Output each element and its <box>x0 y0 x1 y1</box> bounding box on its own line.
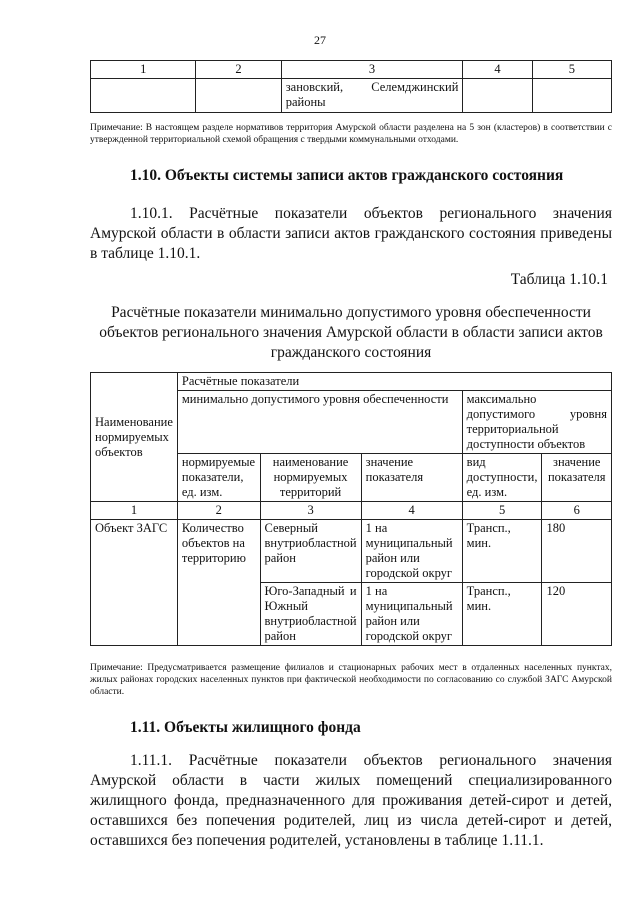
table-cell: 6 <box>542 502 612 520</box>
note-zags: Примечание: Предусматривается размещение филиалов и стационарных рабочих мест в отдаленных населенных пунктах, жилых районах городских населенных пунктов при фактической необходимости по согласованию со службой ЗАГС Амурской области. <box>90 663 612 697</box>
table-cell: 3 <box>260 502 361 520</box>
zags-table <box>90 372 612 646</box>
table-row <box>91 79 612 113</box>
table-cell <box>91 79 196 113</box>
table-cell: 5 <box>532 61 611 79</box>
header-calc: Расчётные показатели <box>177 373 611 391</box>
note-clusters: Примечание: В настоящем разделе нормативов территория Амурской области разделена на 5 зон (кластеров) в соответствии с утвержденной территориальной схемой обращения с твердыми коммунальными отходами. <box>90 123 612 145</box>
table-cell-territory: Юго-Западный и Южный внутриобластной район <box>260 583 361 646</box>
header-object-name: Наименование нормируемых объектов <box>91 373 178 502</box>
table-cell: 1 <box>91 502 178 520</box>
table-cell-territory: Северный внутриобластной район <box>260 520 361 583</box>
table-header-row <box>91 373 612 391</box>
header-min: минимально допустимого уровня обеспеченности <box>177 391 462 454</box>
table-cell: 4 <box>463 61 532 79</box>
table-cell: зановский, Селемджинский районы <box>281 79 463 113</box>
table-row <box>91 520 612 583</box>
paragraph-1-11-1: 1.11.1. Расчётные показатели объектов регионального значения Амурской области в части жилых помещений специализированного жилищного фонда, предназначенного для проживания детей-сирот и детей, оставшихся без попечения родителей, лиц из числа детей-сирот и детей, оставшихся без попечения родителей, установлены в таблице 1.11.1. <box>90 752 612 849</box>
header-max: максимально допустимого уровня территориальной доступности объектов <box>462 391 611 454</box>
table-cell-value: 1 на муниципальный район или городской округ <box>361 520 462 583</box>
section-title-1-10: 1.10. Объекты системы записи актов гражданского состояния <box>130 167 564 184</box>
paragraph-1-10-1: 1.10.1. Расчётные показатели объектов регионального значения Амурской области в области записи актов гражданского состояния приведены в таблице 1.10.1. <box>90 205 612 262</box>
table-cell: 1 <box>91 61 196 79</box>
continued-table <box>90 60 612 113</box>
header-access-type: вид доступности, ед. изм. <box>462 454 542 502</box>
table-cell-object: Объект ЗАГС <box>91 520 178 646</box>
header-indicator: нормируемые показатели, ед. изм. <box>177 454 260 502</box>
table-cell-access: Трансп., мин. <box>462 520 542 583</box>
section-title-1-11: 1.11. Объекты жилищного фонда <box>130 719 361 736</box>
table-cell <box>532 79 611 113</box>
header-territory: наименование нормируемых территорий <box>260 454 361 502</box>
table-cell-access: Трансп., мин. <box>462 583 542 646</box>
table-cell <box>196 79 281 113</box>
table-cell: 3 <box>281 61 463 79</box>
table-number-row <box>91 502 612 520</box>
header-access-value: значение показателя <box>542 454 612 502</box>
table-cell: 2 <box>196 61 281 79</box>
table-cell: 2 <box>177 502 260 520</box>
table-cell: 5 <box>462 502 542 520</box>
table-label: Таблица 1.10.1 <box>510 271 608 288</box>
table-header-row <box>91 61 612 79</box>
page-number: 27 <box>314 33 326 47</box>
table-cell-indicator: Количество объектов на территорию <box>177 520 260 646</box>
table-cell-value: 1 на муниципальный район или городской округ <box>361 583 462 646</box>
table-cell-access-value: 120 <box>542 583 612 646</box>
table-cell <box>463 79 532 113</box>
table-cell-access-value: 180 <box>542 520 612 583</box>
table-cell: 4 <box>361 502 462 520</box>
header-value: значение показателя <box>361 454 462 502</box>
table-caption: Расчётные показатели минимально допустимого уровня обеспеченности объектов регионального значения Амурской области в области записи актов гражданского состояния <box>99 304 603 361</box>
